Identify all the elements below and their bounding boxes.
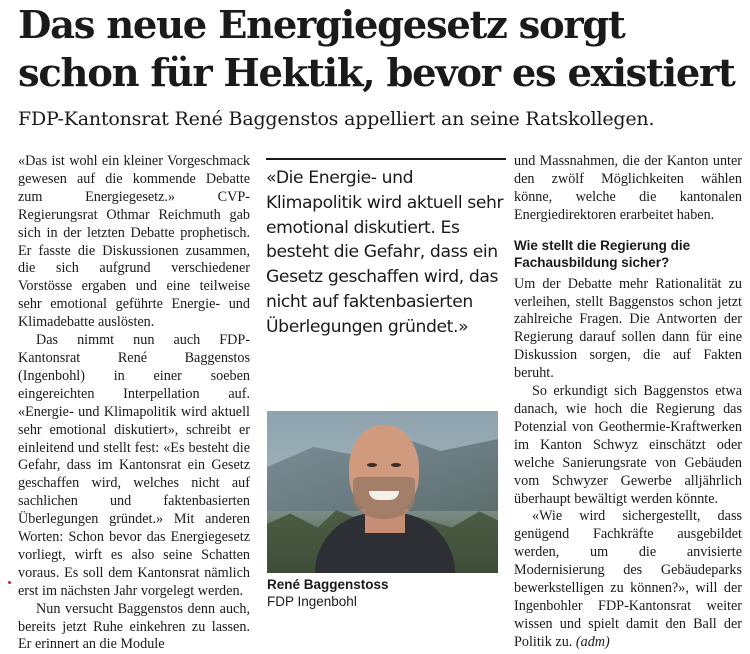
- paragraph: So erkundigt sich Baggenstos etwa danach, wie hoch die Regierung das Potenzial von Geothermie-Kraftwerken im Kanton Schwyz einschätzt oder welche Sanierungsrate von Gebäuden vom Schwyzer Gewerbe alljährlich überhaupt bewältigt werden könnte.: [514, 383, 742, 507]
- author-tag: (adm): [575, 633, 610, 650]
- paragraph-text: «Wie wird sichergestellt, dass genügend Fachkräfte ausgebildet werden, um die anvisierte Modernisierung des Gebäudeparks bewerkstelligen zu können?», will der Ingenbohler FDP-Kantonsrat weiter wissen und spielt damit den Ball der Politik zu.: [514, 508, 742, 650]
- print-mark: [8, 581, 11, 584]
- article-column-right: [514, 153, 742, 652]
- paragraph: Um der Debatte mehr Rationalität zu verleihen, stellt Baggenstos schon jetzt zahlreiche Fragen. Die Antworten der Regierung darauf sollen dann für eine Diskussion sorgen, die auf Fakten beruht.: [514, 275, 742, 382]
- article-subtitle: FDP-Kantonsrat René Baggenstos appelliert an seine Ratskollegen.: [18, 108, 655, 130]
- right-eye: [391, 463, 401, 467]
- paragraph: «Das ist wohl ein kleiner Vorgeschmack gewesen auf die kommende Debatte zum Energiegesetz.» CVP-Regierungsrat Othmar Reichmuth gab sich in der letzten Debatte prophetisch. Er fasste die Diskussionen zusammen, die sich aufgrund verschiedener Vorstösse ergaben und eine teilweise sehr emotional geführte Energie- und Klimadebatte auslösten.: [18, 153, 250, 331]
- photo-caption: [267, 576, 507, 610]
- left-eye: [367, 463, 377, 467]
- article-column-left: [18, 153, 250, 654]
- section-subheading: Wie stellt die Regierung die Fachausbildung sicher?: [514, 237, 691, 270]
- portrait-photo: [267, 411, 498, 573]
- article-headline: Das neue Energiegesetz sorgt schon für Hektik, bevor es existiert: [18, 3, 735, 96]
- paragraph: Das nimmt nun auch FDP-Kantonsrat René Baggenstos (Ingenbohl) in einer soeben eingereichten Interpellation auf. «Energie- und Klimapolitik wird aktuell sehr emotional diskutiert», schreibt er einleitend und stellt fest: «Es besteht die Gefahr, dass im Kantonsrat ein Gesetz geschaffen wird, welches nicht auf sachlichen und faktenbasierten Überlegungen gründet.» Mit anderen Worten: Schon bevor das Energiegesetz vorliegt, wirft es also seine Schatten voraus. Es soll dem Kantonsrat nämlich erst im nächsten Jahr vorgelegt werden.: [18, 332, 250, 599]
- paragraph-final: [514, 508, 742, 651]
- paragraph: Nun versucht Baggenstos denn auch, bereits jetzt Ruhe einkehren zu lassen. Er erinnert an die Module: [18, 600, 250, 653]
- smile: [369, 491, 399, 500]
- caption-name: René Baggenstoss: [267, 577, 389, 592]
- paragraph: und Massnahmen, die der Kanton unter den zwölf Möglichkeiten wählen könne, welche die kantonalen Energiedirektoren erarbeitet haben.: [514, 153, 742, 223]
- caption-organization: FDP Ingenbohl: [267, 594, 357, 609]
- pull-quote: «Die Energie- und Klimapolitik wird aktuell sehr emotional diskutiert. Es besteht die Gefahr, dass ein Gesetz geschaffen wird, das nicht auf faktenbasierten Überlegungen gründet.»: [266, 158, 506, 340]
